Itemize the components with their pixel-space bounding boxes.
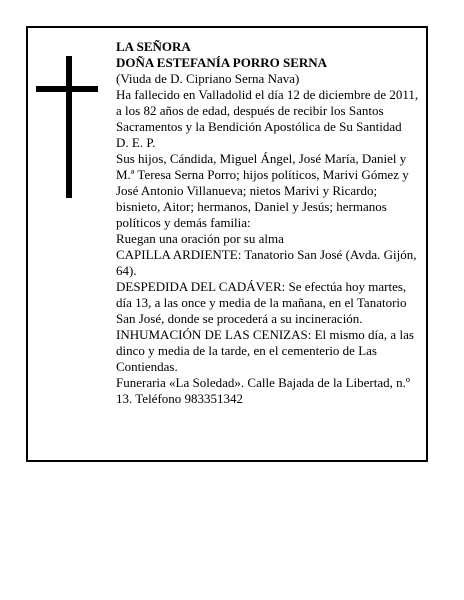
rip-line: D. E. P.: [116, 135, 156, 150]
obituary-text: [116, 39, 422, 407]
deceased-title: LA SEÑORA: [116, 39, 191, 54]
death-statement: Ha fallecido en Valladolid el día 12 de diciembre de 2011, a los 82 años de edad, después de recibir los Santos Sacramentos y la Bendición Apostólica de Su Santidad: [116, 87, 419, 134]
cross-horizontal-bar: [36, 86, 98, 92]
prayer-request: Ruegan una oración por su alma: [116, 231, 284, 246]
latin-cross-icon: [36, 56, 98, 198]
cross-vertical-bar: [66, 56, 72, 198]
deceased-name: DOÑA ESTEFANÍA PORRO SERNA: [116, 55, 328, 70]
farewell-info: DESPEDIDA DEL CADÁVER: Se efectúa hoy martes, día 13, a las once y media de la mañana, en el Tanatorio San José, donde se procederá a su incineración.: [116, 279, 407, 326]
funeral-home-info: Funeraria «La Soledad». Calle Bajada de la Libertad, n.º 13. Teléfono 983351342: [116, 375, 410, 406]
obituary-notice: [26, 26, 428, 462]
widow-of-line: (Viuda de D. Cipriano Serna Nava): [116, 71, 300, 86]
ashes-info: INHUMACIÓN DE LAS CENIZAS: El mismo día, a las dinco y media de la tarde, en el cementerio de Las Contiendas.: [116, 327, 414, 374]
chapel-info: CAPILLA ARDIENTE: Tanatorio San José (Avda. Gijón, 64).: [116, 247, 417, 278]
family-list: Sus hijos, Cándida, Miguel Ángel, José María, Daniel y M.ª Teresa Serna Porro; hijos políticos, Marivi Gómez y José Antonio Villanueva; nietos Marivi y Ricardo; bisnieto, Aitor; hermanos, Daniel y Jesús; hermanos políticos y demás familia:: [116, 151, 409, 230]
